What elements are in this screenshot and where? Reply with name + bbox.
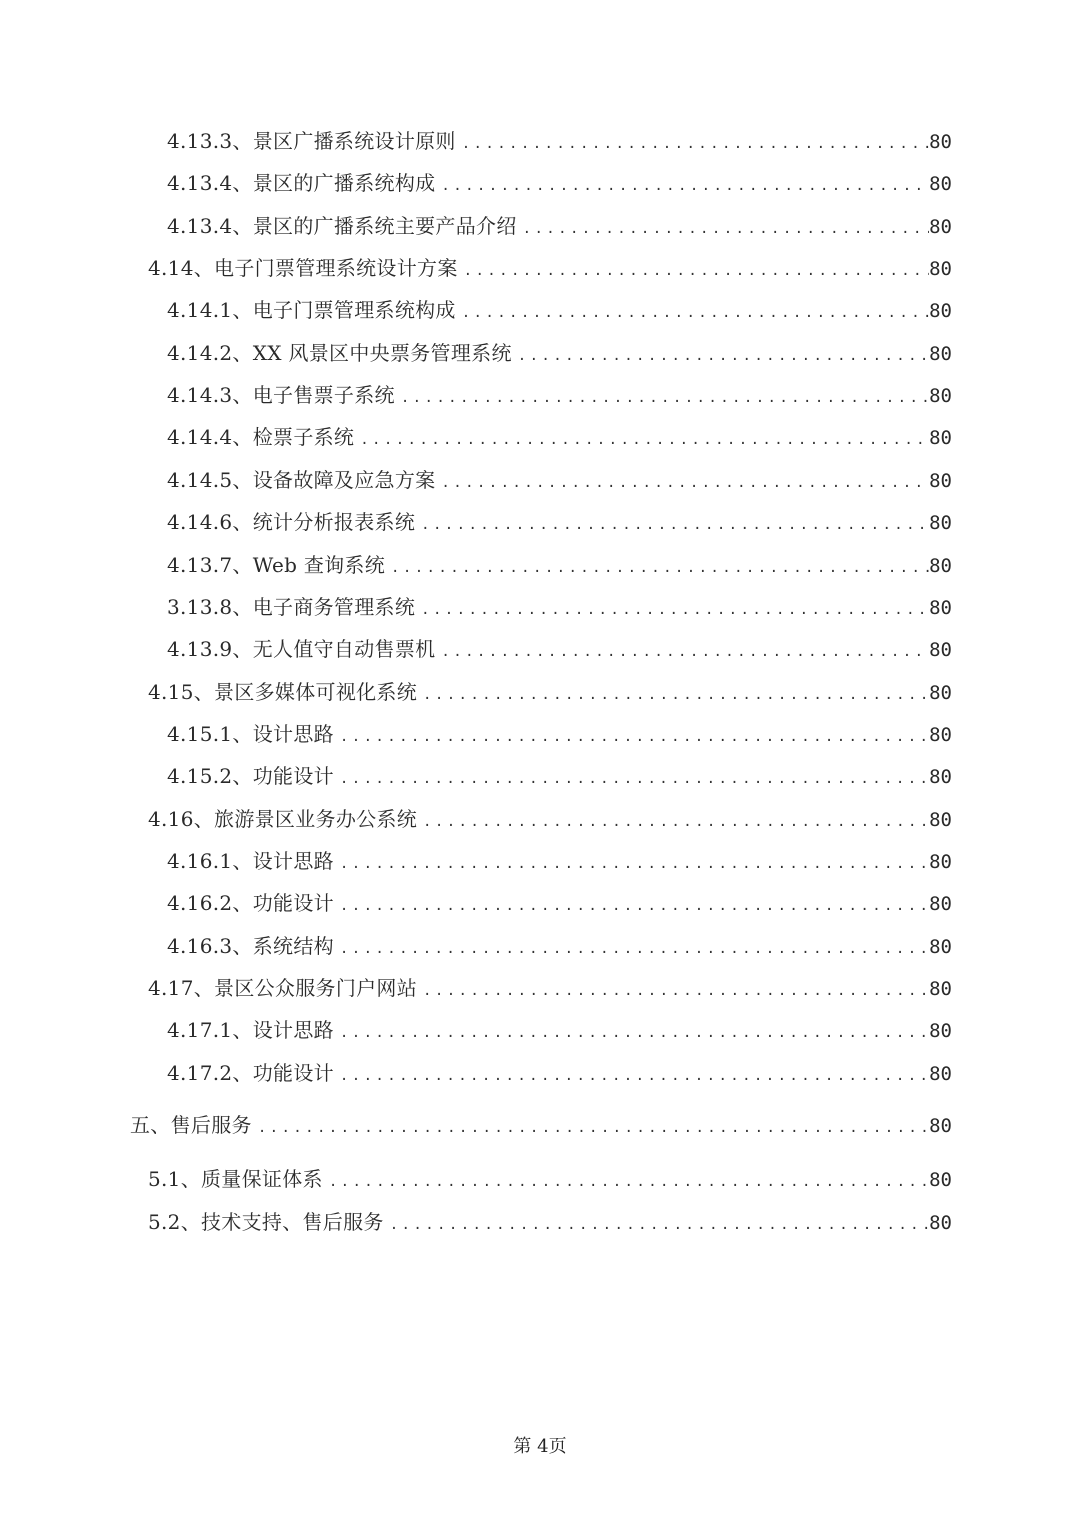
toc-entry-page-number: 80 bbox=[929, 469, 952, 492]
toc-entry-title: 五、售后服务 bbox=[130, 1113, 252, 1138]
toc-entry-title: 5.1、质量保证体系 bbox=[148, 1167, 323, 1192]
toc-entry-page-number: 80 bbox=[929, 1169, 952, 1192]
toc-dot-leader bbox=[435, 465, 929, 501]
toc-entry-title: 4.17.1、设计思路 bbox=[167, 1018, 334, 1043]
toc-entry-page-number: 80 bbox=[929, 766, 952, 789]
toc-entry-title: 4.14.1、电子门票管理系统构成 bbox=[167, 298, 456, 323]
toc-entry-title: 4.13.3、景区广播系统设计原则 bbox=[167, 129, 456, 153]
toc-entry-page-number: 80 bbox=[929, 427, 952, 450]
toc-entry-page-number: 80 bbox=[929, 935, 952, 958]
toc-entry[interactable] bbox=[167, 758, 952, 794]
toc-entry[interactable] bbox=[167, 1055, 952, 1091]
toc-entry-title: 4.16、旅游景区业务办公系统 bbox=[148, 806, 418, 831]
toc-dot-leader bbox=[415, 592, 929, 628]
toc-entry[interactable] bbox=[148, 250, 952, 286]
toc-entry-title: 4.13.9、无人值守自动售票机 bbox=[167, 637, 436, 662]
toc-dot-leader bbox=[435, 168, 929, 204]
toc-entry-title: 4.15、景区多媒体可视化系统 bbox=[148, 679, 418, 704]
toc-entry[interactable] bbox=[167, 123, 952, 159]
toc-entry-page-number: 80 bbox=[929, 1211, 952, 1234]
toc-entry[interactable] bbox=[167, 292, 952, 328]
toc-entry[interactable] bbox=[167, 716, 952, 752]
toc-entry[interactable] bbox=[167, 928, 952, 964]
toc-entry[interactable] bbox=[148, 674, 952, 710]
toc-dot-leader bbox=[334, 719, 929, 755]
toc-entry-title: 4.16.1、设计思路 bbox=[167, 848, 334, 873]
toc-entry-page-number: 80 bbox=[929, 342, 952, 365]
page-footer: 第 4页 bbox=[513, 1436, 567, 1457]
toc-dot-leader bbox=[354, 422, 929, 458]
toc-entry-title: 4.13.4、景区的广播系统构成 bbox=[167, 171, 436, 196]
toc-entry-page-number: 80 bbox=[929, 596, 952, 619]
toc-entry-page-number: 80 bbox=[929, 385, 952, 408]
toc-dot-leader bbox=[334, 761, 929, 797]
toc-entry-title: 4.17.2、功能设计 bbox=[167, 1060, 334, 1085]
toc-entry-page-number: 80 bbox=[929, 131, 952, 153]
toc-entry[interactable] bbox=[148, 970, 952, 1006]
toc-entry-page-number: 80 bbox=[929, 723, 952, 746]
toc-dot-leader bbox=[512, 338, 929, 374]
toc-entry-page-number: 80 bbox=[929, 978, 952, 1000]
toc-entry-page-number: 80 bbox=[929, 808, 952, 831]
toc-entry-title: 5.2、技术支持、售后服务 bbox=[148, 1209, 384, 1234]
toc-dot-leader bbox=[458, 253, 929, 289]
toc-entry-page-number: 80 bbox=[929, 893, 952, 916]
toc-entry-page-number: 80 bbox=[929, 850, 952, 873]
toc-dot-leader bbox=[417, 804, 929, 840]
toc-entry[interactable] bbox=[167, 462, 952, 498]
toc-entry[interactable] bbox=[148, 801, 952, 837]
toc-dot-leader bbox=[334, 846, 929, 882]
toc-entry[interactable] bbox=[167, 1012, 952, 1048]
toc-entry[interactable] bbox=[167, 165, 952, 201]
toc-entry-title: 3.13.8、电子商务管理系统 bbox=[167, 594, 416, 619]
toc-entry-title: 4.13.4、景区的广播系统主要产品介绍 bbox=[167, 213, 517, 238]
toc-dot-leader bbox=[323, 1164, 929, 1200]
toc-entry[interactable] bbox=[167, 631, 952, 667]
toc-dot-leader bbox=[334, 1058, 929, 1094]
toc-entry-title: 4.17、景区公众服务门户网站 bbox=[148, 976, 418, 1000]
toc-entry-title: 4.14.2、XX 风景区中央票务管理系统 bbox=[167, 340, 512, 365]
toc-entry-page-number: 80 bbox=[929, 554, 952, 577]
toc-entry[interactable] bbox=[167, 547, 952, 583]
toc-entry[interactable] bbox=[167, 335, 952, 371]
toc-entry-page-number: 80 bbox=[929, 512, 952, 535]
toc-dot-leader bbox=[417, 973, 929, 1009]
toc-entry[interactable] bbox=[167, 589, 952, 625]
toc-entry-title: 4.14.3、电子售票子系统 bbox=[167, 383, 395, 408]
toc-dot-leader bbox=[252, 1110, 929, 1146]
toc-entry[interactable] bbox=[167, 377, 952, 413]
toc-entry[interactable] bbox=[148, 1161, 952, 1197]
toc-entry-title: 4.15.2、功能设计 bbox=[167, 764, 334, 789]
toc-entry[interactable] bbox=[167, 419, 952, 455]
toc-dot-leader bbox=[435, 634, 929, 670]
toc-entry-page-number: 80 bbox=[929, 681, 952, 704]
toc-entry[interactable] bbox=[167, 885, 952, 921]
toc-entry-page-number: 80 bbox=[929, 639, 952, 662]
toc-entry-title: 4.13.7、Web 查询系统 bbox=[167, 552, 386, 577]
toc-entry[interactable] bbox=[167, 504, 952, 540]
toc-entry[interactable] bbox=[148, 1204, 952, 1240]
toc-entry-title: 4.16.2、功能设计 bbox=[167, 891, 334, 916]
toc-entry-title: 4.16.3、系统结构 bbox=[167, 933, 334, 958]
toc-entry-page-number: 80 bbox=[929, 1020, 952, 1043]
toc-dot-leader bbox=[395, 380, 929, 416]
toc-entry-title: 4.14.5、设备故障及应急方案 bbox=[167, 467, 436, 492]
toc-dot-leader bbox=[334, 888, 929, 924]
toc-entry-title: 4.14、电子门票管理系统设计方案 bbox=[148, 256, 458, 281]
toc-dot-leader bbox=[334, 931, 929, 967]
toc-entry[interactable] bbox=[130, 1107, 952, 1143]
toc-dot-leader bbox=[456, 295, 929, 331]
toc-entry-page-number: 80 bbox=[929, 173, 952, 196]
toc-entry[interactable] bbox=[167, 843, 952, 879]
toc-dot-leader bbox=[334, 1015, 929, 1051]
toc-entry-page-number: 80 bbox=[929, 1062, 952, 1085]
toc-dot-leader bbox=[517, 211, 929, 247]
toc-entry-title: 4.14.6、统计分析报表系统 bbox=[167, 510, 416, 535]
toc-dot-leader bbox=[385, 550, 929, 586]
toc-entry[interactable] bbox=[167, 208, 952, 244]
toc-entry-page-number: 80 bbox=[929, 300, 952, 323]
toc-dot-leader bbox=[456, 126, 929, 162]
toc-entry-title: 4.14.4、检票子系统 bbox=[167, 425, 355, 450]
toc-entry-page-number: 80 bbox=[929, 258, 952, 281]
toc-entry-page-number: 80 bbox=[929, 1115, 952, 1138]
toc-entry-page-number: 80 bbox=[929, 215, 952, 238]
toc-entry-title: 4.15.1、设计思路 bbox=[167, 721, 334, 746]
toc-dot-leader bbox=[415, 507, 929, 543]
toc-dot-leader bbox=[417, 677, 929, 713]
toc-dot-leader bbox=[384, 1207, 929, 1243]
